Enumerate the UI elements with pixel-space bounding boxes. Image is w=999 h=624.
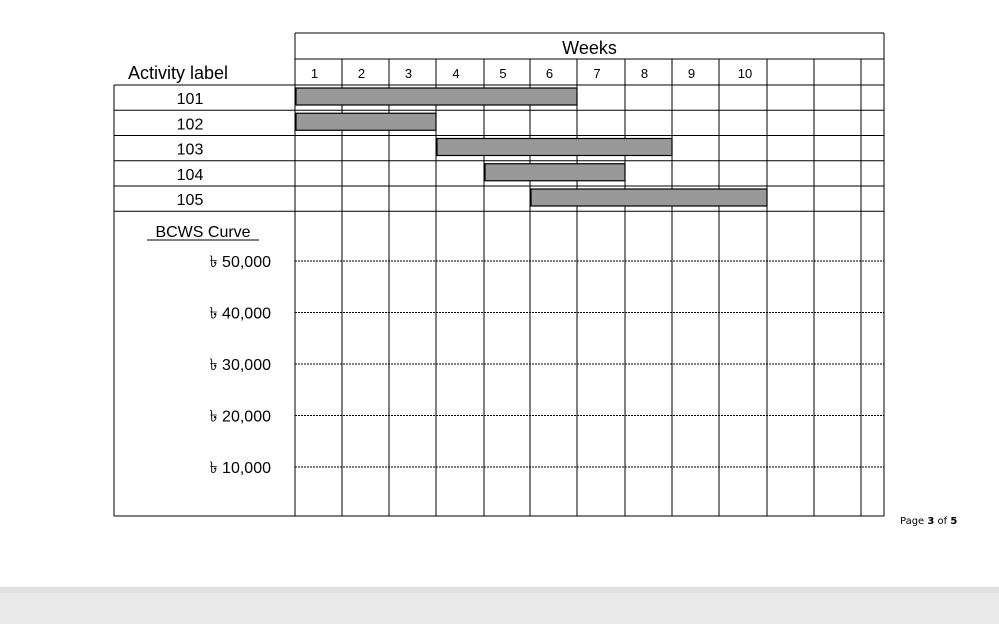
week-label: 8	[640, 66, 649, 81]
week-label: 7	[593, 66, 601, 81]
week-label: 5	[499, 66, 507, 81]
week-label: 10	[737, 66, 753, 81]
activity-bar	[531, 189, 767, 206]
page-total: 5	[950, 516, 958, 527]
week-label: 9	[687, 66, 696, 81]
page-current: 3	[927, 516, 935, 527]
bcws-level-label: ৳ 40,000	[209, 305, 271, 323]
activity-label: 104	[176, 166, 204, 184]
bcws-level-label: ৳ 50,000	[209, 254, 271, 271]
week-label: 1	[310, 66, 319, 81]
activity-bar	[437, 139, 672, 156]
bcws-level-label: ৳ 20,000	[209, 408, 271, 426]
week-label: 3	[404, 66, 413, 81]
page-of: of	[934, 516, 951, 527]
bcws-level-label: ৳ 30,000	[209, 357, 271, 374]
bcws-title: BCWS Curve	[155, 224, 251, 241]
week-label: 4	[452, 66, 460, 81]
activity-bar	[296, 88, 577, 105]
week-label: 6	[545, 66, 554, 81]
page-footer	[900, 516, 957, 527]
bottom-band	[0, 587, 999, 624]
page-prefix: Page	[900, 516, 928, 527]
weeks-header: Weeks	[562, 38, 617, 58]
bcws-level-label: ৳ 10,000	[209, 460, 271, 477]
activity-bar	[485, 164, 625, 181]
activity-bar	[296, 113, 436, 130]
activity-label: 103	[176, 141, 204, 159]
activity-label: 105	[176, 192, 204, 209]
activity-label-header: Activity label	[128, 63, 229, 83]
activity-label: 102	[176, 116, 204, 134]
activity-label: 101	[176, 91, 204, 108]
week-label: 2	[357, 66, 366, 81]
